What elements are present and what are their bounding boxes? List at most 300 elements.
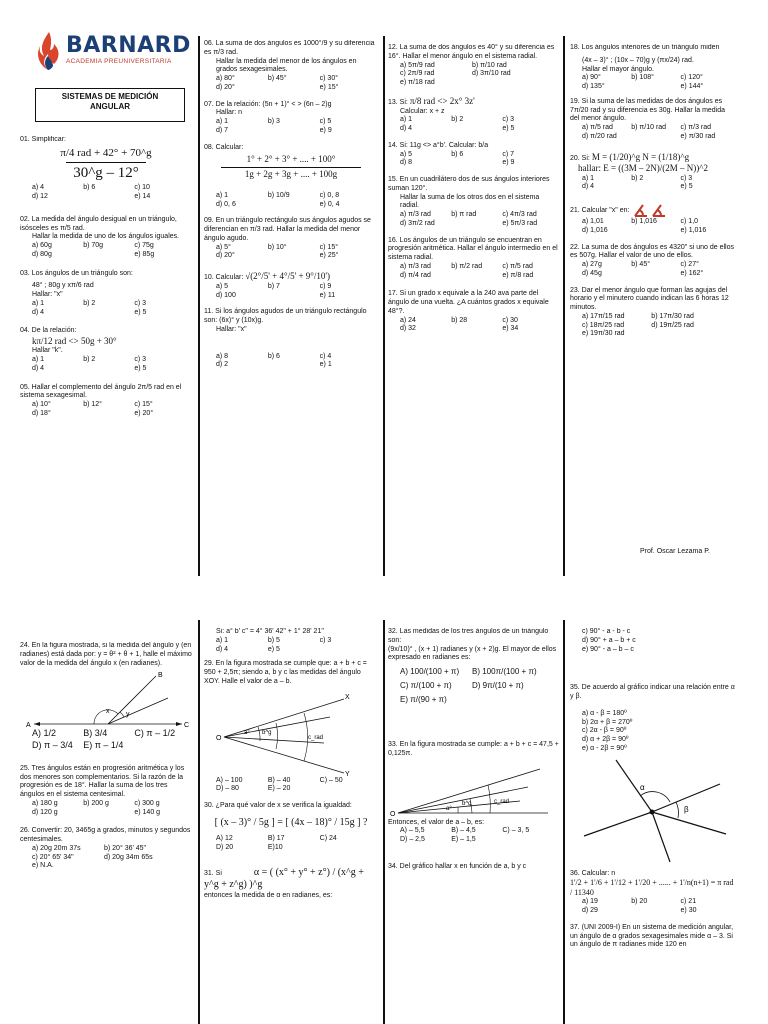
option: e) α - 2β = 90º [582,744,627,752]
option: c) 5 [319,118,332,125]
question-04-text: 04. De la relación: [20,327,77,335]
option: a) 5 [400,150,413,158]
option: d) π/4 rad [400,271,431,279]
option: D) 20 [216,844,234,851]
question-23 [570,287,736,340]
question-20 [570,152,736,193]
option: a) 180 g [32,799,58,807]
option: e) 90° - a – b – c [582,645,634,653]
option: b) 2α + β = 270º [582,718,633,726]
option: A) 1/2 [32,728,57,739]
option [631,133,680,142]
brand-tagline: ACADEMIA PREUNIVERSITARIA [66,58,172,65]
question-07-text: 07. De la relación: (5n + 1)° < > (6n – 2)g [204,100,332,108]
label-X: X [345,693,350,701]
option: b) 45° [631,261,651,268]
option: c) 3 [134,356,147,363]
option: c) 30 [502,316,518,324]
option: c) 3 [319,636,332,644]
option: a) 1 [32,356,45,363]
option: a) 17π/15 rad [582,312,625,320]
option: e) 20° [134,409,154,417]
option [268,292,320,301]
question-20-text: 20. Si: [570,154,590,162]
option: e) 140 g [134,808,161,816]
option: b) 2 [631,174,644,182]
column-divider [383,36,385,576]
option: d) 100 [216,291,236,299]
option: b) 200 g [83,799,109,807]
column-divider [198,620,200,1024]
option: e) 5 [680,183,693,191]
question-21 [570,202,736,236]
option: e) 5π/3 rad [502,219,538,227]
option [268,201,320,210]
question-15-options [388,211,560,229]
option: d) α + 2β = 90º [582,736,629,743]
question-21-options [570,218,736,236]
option: d) 4 [32,364,45,372]
brand-logo [36,30,191,78]
option: e) 144° [680,83,704,90]
question-35-text: 35. De acuerdo al gráfico indicar una relación entre α y β. [570,684,735,700]
question-25-text: 25. Tres ángulos están en progresión aritmética y los dos menores son complementarios. Si la razón de la progresión es de 18°. Hallar la suma de los tres ángulos en el sistema centesimal. [20,764,185,798]
column-divider [383,620,385,1024]
question-06-options [204,75,378,93]
question-12-options [388,62,560,88]
question-13-text: 13. Si: [388,98,408,106]
option: e) 1,016 [680,226,707,234]
option: d) 8 [400,159,413,167]
option: c) 120° [680,74,703,82]
option: d) 80g [32,250,52,258]
question-31 [204,867,378,901]
option: b) 6 [267,352,280,360]
question-08 [204,144,378,210]
column-2-top [204,40,378,576]
option: a) 19 [582,898,598,906]
question-11-text: 11. Si los ángulos agudos de un triángulo rectángulo son: (6x)° y (10x)g. [204,308,367,324]
option: b) 10° [267,243,287,251]
angle-figure-35 [570,754,736,864]
question-04 [20,327,192,373]
option [83,410,134,419]
option: c) 75g [134,242,154,249]
option: D) – 80 [216,785,239,793]
option: d) 2 [216,361,229,369]
question-17 [388,290,560,334]
option: d) 0, 6 [216,200,236,208]
option: B) 17 [267,835,285,843]
option: e) 14 [134,193,151,200]
option: b) 6 [451,150,464,158]
question-35-options [570,710,736,754]
label-Y: Y [345,770,350,777]
option: c) 300 g [134,799,160,807]
question-32-text: 32. Las medidas de los tres ángulos de un triángulo son: [388,628,549,644]
question-07-options [204,118,378,136]
question-08-expression [204,154,378,180]
option: c) 21 [680,898,697,906]
option: e) N.A. [32,862,54,870]
option: a) 27g [582,261,602,268]
option [472,79,560,88]
option: d) 32 [400,325,416,333]
option: c) 2α - β = 90º [582,727,627,735]
option [631,907,680,916]
option: b) π/10 rad [631,124,667,131]
option: a) 5° [216,243,231,251]
question-36 [570,870,736,916]
question-28b [204,628,378,654]
option: c) 27° [680,261,699,268]
label-C: C [184,722,190,729]
option: c) 2π/9 rad [400,70,435,78]
option: c) 15° [134,401,153,408]
option: b) 12° [83,401,102,408]
option [631,270,680,279]
question-17-text: 17. Si un grado x equivale a la 240 ava parte del ángulo de una vuelta. ¿A cuántos grados x equivale 48°?. [388,290,549,315]
question-29-options [204,777,378,795]
question-10 [204,271,378,300]
option: B) – 40 [267,776,291,784]
option [451,125,502,134]
option: D) 9π/(10 + π) [472,681,524,690]
question-19-text: 19. Si la suma de las medidas de dos ángulos es 7π/20 rad y su diferencia es 30g. Hallar la medida del menor ángulo. [570,97,726,123]
question-12-text: 12. La suma de dos ángulos es 40° y su diferencia es 16°. Hallar el menor ángulo en el sistema radial. [388,44,555,60]
question-11-sub: Hallar: "x" [216,325,247,333]
question-14 [388,142,560,168]
option: A) – 5,5 [400,827,425,835]
option: a) 80° [216,75,235,82]
option [83,251,134,260]
option [631,83,680,92]
column-divider [198,36,200,576]
question-34-text: 34. Del gráfico hallar x en función de a, b y c [388,862,527,870]
question-08-numerator: 1° + 2° + 3° + .... + 100° [246,154,336,165]
question-01-options [20,184,192,202]
option: e) 34 [502,325,519,333]
question-09-text: 09. En un triángulo rectángulo sus ángulos agudos se diferencian en π/3 rad. Hallar la medida del menor ángulo agudo. [204,217,371,242]
option: e) 19π/30 rad [582,330,625,338]
option: e) 5 [134,364,147,372]
column-2-bottom [204,628,378,1024]
option: b) 7 [267,282,280,290]
option: D) π – 3/4 [32,739,73,750]
option: a) 8 [216,352,229,360]
label-x: x [106,708,110,716]
option: d) 135° [582,83,605,90]
question-18-sub: (4x – 3)° ; (10x – 70)g y (πx/24) rad. [582,56,694,64]
option: a) π/3 rad [400,211,431,218]
option: b) 45° [267,75,287,82]
question-15-text: 15. En un cuadrilátero dos de sus ángulos interiores suman 120°. [388,176,550,192]
question-08-denominator: 1g + 2g + 3g + .... + 100g [244,168,338,179]
question-37-text: 37. (UNI 2009-I) En un sistema de medición angular, un ángulo de α grados sexagesimales mide α – 3. Si un ángulo de π radianes mide 120 en [570,923,734,949]
question-06-sub: Hallar la medida del menor de los ángulos en grados sexagesimales. [216,57,357,74]
question-18-text: 18. Los ángulos interiores de un triángulo miden [570,44,720,51]
question-07-sub: Hallar: n [216,109,243,117]
question-36-options [570,898,736,916]
column-4-top [570,44,736,544]
label-O: O [216,734,222,742]
question-36-expression: 1'/2 + 1'/6 + 1'/12 + 1'/20 + ...... + 1'/n(n+1) = π rad / 11340 [570,878,734,898]
option: e) π/18 rad [400,79,435,86]
option: b) 28 [451,316,468,324]
option: d) 3π/2 rad [400,219,435,227]
option: A) 12 [216,835,233,843]
question-01-denominator: 30^g – 12° [73,164,139,181]
column-3-top [388,44,560,576]
option: A) 100/(100 + π) [400,667,460,676]
column-1-bottom [20,642,192,1024]
option: E) – 20 [267,785,291,793]
option: c) 1,0 [680,218,699,225]
label-y: y [126,711,130,719]
option: a) 1 [216,118,229,125]
option: b) 2 [83,299,96,307]
brand-name: BARNARD [66,33,191,58]
question-18-sub2: Hallar el mayor ángulo. [582,65,654,73]
label-A: A [26,722,31,729]
option: a) 90° [582,74,601,82]
option: b) 2 [83,356,96,363]
question-23-options [570,313,736,339]
label-a: a° [446,805,452,812]
question-25 [20,765,192,818]
label-c: c_rad [308,734,324,741]
option: b) π/2 rad [451,262,483,270]
question-30-text: 30. ¿Para qué valor de x se verifica la igualdad: [204,802,352,809]
question-20-expression-1: M = (1/20)^g N = (1/18)^g [591,151,690,162]
question-13-expression: π/8 rad <> 2x° 3z' [409,95,475,106]
option: a) 1,01 [582,218,604,225]
question-05-text: 05. Hallar el complemento del ángulo 2π/5 rad en el sistema sexagesimal. [20,383,182,400]
question-33 [388,741,560,845]
option: B) – 4,5 [451,827,476,835]
question-09-options [204,244,378,262]
author-credit: Prof. Oscar Lezama P. [640,548,710,555]
option: a) π/5 rad [582,124,613,131]
question-32-options [388,667,560,705]
option: e) 30 [680,907,697,914]
question-02-text: 02. La medida del ángulo desigual en un triángulo, isósceles es π/5 rad. [20,215,177,232]
column-1-top [20,136,192,576]
question-08-text: 08. Calcular: [204,143,244,151]
question-08-options [204,192,378,210]
option [451,159,502,168]
question-18-options [570,74,736,92]
option: B) 3/4 [83,728,108,739]
question-26-text: 26. Convertir: 20, 3465g a grados, minutos y segundos centesimales. [20,827,191,843]
option: d) 1,016 [582,226,608,234]
option: c) 3 [680,174,693,182]
question-22-text: 22. La suma de dos ángulos es 4320" si uno de ellos es 507g. Hallar el valor de uno de ellos. [570,243,734,260]
option: A) – 100 [216,776,243,784]
option: c) 15° [319,243,339,251]
option: e) π/30 rad [680,132,716,140]
option: d) 29 [582,907,598,914]
option: e) 11 [319,291,336,299]
option [83,809,134,818]
option: e) 1 [319,361,332,369]
question-24-options [20,728,192,751]
option: b) 10/9 [267,191,290,199]
question-02-options [20,242,192,260]
question-19 [570,98,736,142]
option: b) 17π/30 rad [651,312,694,320]
option: c) 4π/3 rad [502,211,537,218]
question-06 [204,40,378,93]
page-title [35,88,185,122]
option: b) 5 [267,636,280,644]
option: a) 1 [582,174,595,182]
question-33-text: 33. En la figura mostrada se cumple: a + b + c = 47,5 + 0,125π. [388,741,559,757]
question-16-options [388,263,560,281]
question-26 [20,827,192,871]
question-10-text: 10. Calcular: [204,274,244,281]
option [83,365,134,374]
option: d) 19π/25 rad [651,321,694,329]
option: C) – 3, 5 [502,827,530,835]
option: d) 20° [216,83,235,91]
question-04-expression: kπ/12 rad <> 50g + 30° [32,336,117,346]
question-25-options [20,800,192,818]
option: a) 1 [216,191,229,199]
question-13 [388,96,560,134]
question-30-options [204,835,378,853]
option: E) – 1,5 [451,836,476,843]
option: d) 4 [400,125,413,132]
question-13-sub: Calcular: x + z [400,107,445,115]
question-14-options [388,151,560,169]
option [268,84,320,93]
option: c) 3 [134,299,147,307]
option: d) 120 g [32,808,58,816]
option: e) 9 [319,126,332,134]
question-19-options [570,124,736,142]
question-29-text: 29. En la figura mostrada se cumple que: a + b + c = 950 + 2,5π; siendo a, b y c las medidas del ángulo XOY. Halle el valor de a – b. [204,660,367,685]
question-02-sub: Hallar la medida de uno de los ángulos iguales. [32,233,180,241]
question-28b-text: Si: a° b' c" = 4° 36' 42" + 1° 28' 21" [216,628,324,635]
option: B) 100π/(100 + π) [472,667,537,676]
option: a) 24 [400,316,416,324]
question-16 [388,237,560,281]
option: c) 30° [319,75,339,82]
option: d) 3π/10 rad [472,70,511,78]
label-b: b^g [462,800,472,807]
question-18 [570,44,736,92]
option: d) 4 [216,645,229,653]
question-09 [204,217,378,261]
title-line-1: SISTEMAS DE MEDICIÓN [61,92,159,101]
question-10-options [204,283,378,301]
question-24 [20,642,192,751]
question-03-options [20,300,192,318]
option: c) 4 [319,352,332,360]
option [83,309,134,318]
title-line-2: ANGULAR [90,102,130,111]
option: b) 2 [451,116,464,124]
question-14-text: 14. Si: 11g <> a°b'. Calcular: b/a [388,141,489,149]
option: e) 85g [134,250,155,258]
label-beta: β [684,804,689,814]
angle-figure-33 [388,759,560,819]
question-03-sub: 48° ; 80g y xπ/6 rad [32,282,94,290]
option: e) π/8 rad [502,271,534,279]
option [631,227,680,236]
option: b) 3 [267,118,280,125]
option: c) 3 [502,116,515,124]
question-13-options [388,116,560,134]
option: e) 25° [319,252,339,260]
question-06-text: 06. La suma de dos ángulos es 1000°/9 y su diferencia es π/3 rad. [204,40,375,56]
option: c) 7 [502,150,515,158]
column-3-bottom [388,628,560,1024]
option: C) π – 1/2 [134,728,176,739]
question-32-sub: (9x/10)° , (x + 1) radianes y (x + 2)g. El mayor de ellos expresado en radianes es: [388,645,557,662]
option: C) 24 [319,835,337,843]
question-12 [388,44,560,88]
column-divider [563,620,565,1024]
question-34-options [570,628,736,654]
option [268,252,320,261]
option: a) α - β = 180º [582,709,627,717]
option: a) 1 [400,116,413,124]
option: C) π/(100 + π) [400,681,452,690]
question-04-sub: Hallar "k". [32,347,63,355]
option: e) 9 [502,159,515,167]
option: b) 70g [83,242,104,249]
option: e) 5 [502,125,515,132]
label-alpha: α [640,782,645,792]
option: b) 1,016 [631,218,657,225]
question-26-options [20,845,192,871]
question-24-text: 24. En la figura mostrada, si la medida del ángulo y (en radianes) está dada por: y = θ² + θ + 1, halle el máximo valor de la medida del ángulo x (en radianes). [20,642,192,667]
question-37 [570,924,736,950]
question-34 [388,863,560,872]
question-30 [204,802,378,853]
option: d) 4 [582,183,595,191]
option: d) 20° [216,252,235,260]
angle-symbols-icon [631,202,671,218]
question-01 [20,136,192,202]
option: e) 15° [319,83,339,91]
option: a) 60g [32,242,52,249]
option: e) 5 [134,308,147,316]
question-04-options [20,356,192,374]
angle-figure-29 [204,687,378,777]
option: a) π/3 rad [400,262,431,270]
option: c) 10 [134,184,150,192]
option: a) 5π/9 rad [400,61,435,69]
question-30-expression: [ (x – 3)° / 5g ] = [ (4x – 18)° / 15g ] ? [214,816,368,828]
option: d) 18° [32,409,51,417]
option: d) 4 [32,308,45,316]
question-29 [204,660,378,794]
option: b) π/10 rad [472,61,507,69]
option: a) 5 [216,282,229,290]
question-33-options [388,827,560,845]
column-4-bottom [570,628,736,1024]
option: E) π – 1/4 [83,739,124,750]
question-35 [570,684,736,863]
option: c) 20° 65' 34" [32,853,74,861]
option: a) 1 [32,299,45,307]
question-03-sub2: Hallar: "x" [32,291,63,298]
option: b) 20 [631,898,648,906]
label-O: O [390,810,396,818]
